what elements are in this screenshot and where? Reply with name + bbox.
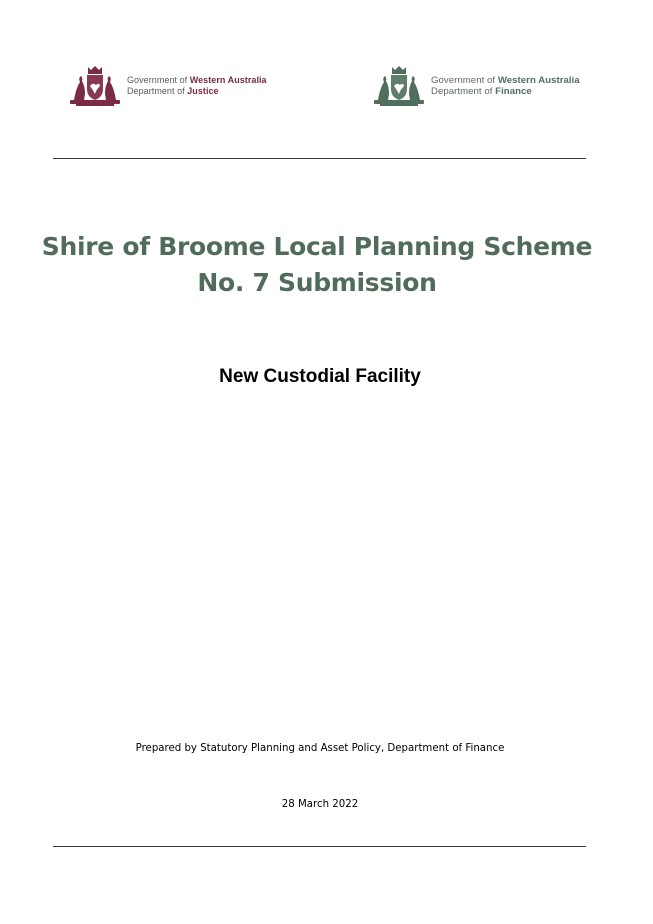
department-of-justice-logo [66,64,267,108]
document-date: 28 March 2022 [281,799,359,810]
footer-divider [53,846,586,847]
document-title-line-2: No. 7 Submission [197,268,437,297]
department-line: Department of Justice [127,86,219,96]
document-title-line-1: Shire of Broome Local Planning Scheme [41,232,593,261]
header-divider [53,158,586,159]
government-line: Government of Western Australia [127,75,267,85]
wa-coat-of-arms-icon [370,64,428,108]
wa-coat-of-arms-icon [66,64,124,108]
prepared-by-text: Prepared by Statutory Planning and Asset Policy, Department of Finance [135,743,505,754]
government-line: Government of Western Australia [431,75,580,86]
document-subtitle: New Custodial Facility [219,366,421,387]
justice-logo-text [127,75,267,97]
department-line: Department of Finance [431,86,532,97]
department-of-finance-logo [370,64,580,108]
finance-logo-text [431,75,580,97]
document-title [0,229,634,301]
